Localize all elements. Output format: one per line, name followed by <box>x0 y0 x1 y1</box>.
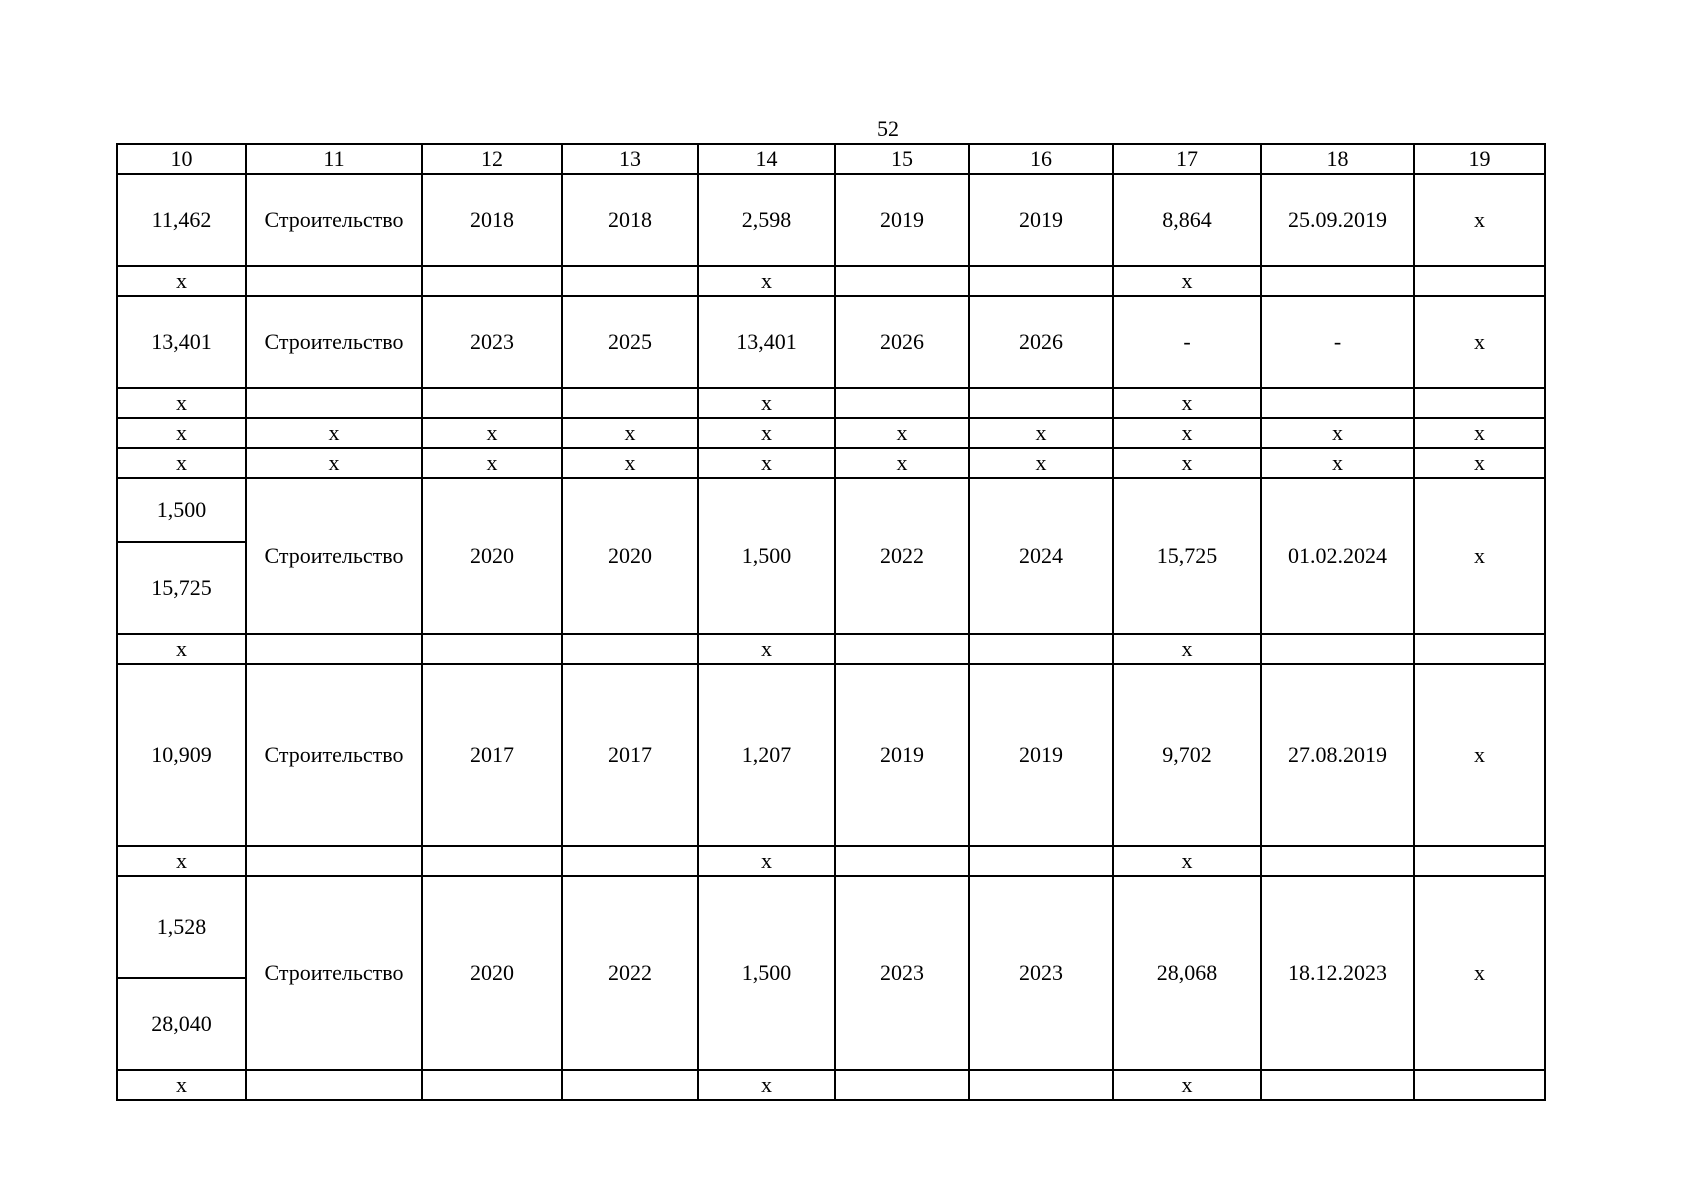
table-cell: х <box>422 418 562 448</box>
table-cell: Строительство <box>246 876 422 1070</box>
table-cell: 2023 <box>422 296 562 388</box>
table-cell: 15,725 <box>117 542 246 634</box>
table-cell: х <box>698 846 835 876</box>
table-cell <box>969 388 1113 418</box>
column-header: 11 <box>246 144 422 174</box>
table-cell: 2022 <box>562 876 698 1070</box>
column-header: 12 <box>422 144 562 174</box>
table-cell: 2020 <box>562 478 698 634</box>
column-header: 10 <box>117 144 246 174</box>
table-cell: 2025 <box>562 296 698 388</box>
table-cell: 25.09.2019 <box>1261 174 1414 266</box>
table-cell <box>835 634 969 664</box>
table-cell: 9,702 <box>1113 664 1261 846</box>
table-cell: 2018 <box>562 174 698 266</box>
table-cell: х <box>1261 418 1414 448</box>
table-cell <box>246 634 422 664</box>
table-cell <box>422 388 562 418</box>
table-cell: х <box>698 1070 835 1100</box>
table-cell: х <box>422 448 562 478</box>
table-cell <box>1414 634 1545 664</box>
table-cell <box>969 846 1113 876</box>
table-cell: х <box>1113 846 1261 876</box>
table-cell <box>835 266 969 296</box>
table-cell <box>246 266 422 296</box>
table-cell: х <box>698 266 835 296</box>
table-cell: 2017 <box>562 664 698 846</box>
table-cell: 1,500 <box>698 876 835 1070</box>
table-cell: х <box>246 418 422 448</box>
column-header: 18 <box>1261 144 1414 174</box>
table-cell <box>1414 846 1545 876</box>
table-row <box>117 266 1545 296</box>
table-cell: 28,068 <box>1113 876 1261 1070</box>
table-cell: - <box>1261 296 1414 388</box>
table-cell: 13,401 <box>698 296 835 388</box>
table-cell: х <box>117 418 246 448</box>
table-cell <box>1414 266 1545 296</box>
table-cell: 1,500 <box>117 478 246 542</box>
column-header: 13 <box>562 144 698 174</box>
table-cell: х <box>698 634 835 664</box>
table-cell: 1,500 <box>698 478 835 634</box>
table-cell <box>562 266 698 296</box>
table-cell: Строительство <box>246 664 422 846</box>
table-cell: х <box>1113 448 1261 478</box>
table-cell: 2019 <box>835 174 969 266</box>
table-cell <box>422 634 562 664</box>
header-row <box>117 144 1545 174</box>
page-number: 52 <box>877 116 899 141</box>
table-cell <box>969 266 1113 296</box>
table-cell: х <box>1113 1070 1261 1100</box>
table-cell: х <box>698 418 835 448</box>
table-cell <box>1261 1070 1414 1100</box>
table-cell <box>1414 1070 1545 1100</box>
table-cell <box>1261 634 1414 664</box>
table-cell: Строительство <box>246 478 422 634</box>
table-cell: Строительство <box>246 174 422 266</box>
table-cell: 2018 <box>422 174 562 266</box>
table-row <box>117 876 1545 978</box>
table-cell: 2019 <box>835 664 969 846</box>
table-cell: х <box>1414 478 1545 634</box>
table-cell: - <box>1113 296 1261 388</box>
table-cell <box>422 846 562 876</box>
table-cell: 18.12.2023 <box>1261 876 1414 1070</box>
table-cell <box>422 266 562 296</box>
column-header: 15 <box>835 144 969 174</box>
table-row <box>117 634 1545 664</box>
table-cell: х <box>562 448 698 478</box>
table-cell: 2024 <box>969 478 1113 634</box>
table-cell: х <box>969 418 1113 448</box>
table-cell: 2020 <box>422 478 562 634</box>
table-cell: х <box>1414 876 1545 1070</box>
table-cell: 1,207 <box>698 664 835 846</box>
table-cell <box>835 388 969 418</box>
table-row <box>117 478 1545 542</box>
table-cell <box>562 1070 698 1100</box>
table-row <box>117 174 1545 266</box>
table-cell: х <box>1414 418 1545 448</box>
table-cell <box>246 846 422 876</box>
table-row <box>117 846 1545 876</box>
table-cell <box>969 1070 1113 1100</box>
table-cell: х <box>562 418 698 448</box>
table-cell <box>969 634 1113 664</box>
table-cell: 2026 <box>835 296 969 388</box>
table-cell: 2023 <box>835 876 969 1070</box>
table-cell: 2019 <box>969 174 1113 266</box>
table-cell: х <box>1113 266 1261 296</box>
table-cell: х <box>835 418 969 448</box>
table-row <box>117 418 1545 448</box>
table-cell <box>246 1070 422 1100</box>
table-cell <box>835 1070 969 1100</box>
table-cell: 2019 <box>969 664 1113 846</box>
table-row <box>117 388 1545 418</box>
table-row <box>117 664 1545 846</box>
table-cell: х <box>1414 664 1545 846</box>
table-cell: х <box>1113 388 1261 418</box>
table-cell: х <box>1261 448 1414 478</box>
table-cell: 15,725 <box>1113 478 1261 634</box>
column-header: 17 <box>1113 144 1261 174</box>
table-cell: 2,598 <box>698 174 835 266</box>
table-cell: 2023 <box>969 876 1113 1070</box>
table-cell: х <box>117 388 246 418</box>
table-cell: х <box>117 846 246 876</box>
table-cell: х <box>1414 296 1545 388</box>
table-cell: х <box>1414 174 1545 266</box>
table-cell: х <box>1113 634 1261 664</box>
table-cell: х <box>1113 418 1261 448</box>
table-cell: 13,401 <box>117 296 246 388</box>
table-cell: 2017 <box>422 664 562 846</box>
table-cell: х <box>117 448 246 478</box>
table-cell <box>835 846 969 876</box>
table-cell <box>562 388 698 418</box>
table-cell: 1,528 <box>117 876 246 978</box>
table-cell <box>1261 846 1414 876</box>
table-cell: х <box>117 266 246 296</box>
table-cell: 10,909 <box>117 664 246 846</box>
table-cell: 8,864 <box>1113 174 1261 266</box>
table-cell: х <box>698 388 835 418</box>
table-cell <box>246 388 422 418</box>
table-cell: х <box>835 448 969 478</box>
table-cell: х <box>117 1070 246 1100</box>
table-row <box>117 448 1545 478</box>
table-row <box>117 1070 1545 1100</box>
table-cell: 01.02.2024 <box>1261 478 1414 634</box>
table-cell: 11,462 <box>117 174 246 266</box>
table-cell <box>562 846 698 876</box>
table-cell <box>1261 266 1414 296</box>
table-cell: 2026 <box>969 296 1113 388</box>
table-cell: х <box>969 448 1113 478</box>
column-header: 19 <box>1414 144 1545 174</box>
table-cell <box>562 634 698 664</box>
table-cell: х <box>698 448 835 478</box>
table-cell: х <box>117 634 246 664</box>
table-cell: х <box>246 448 422 478</box>
table-cell: Строительство <box>246 296 422 388</box>
table-cell: 2022 <box>835 478 969 634</box>
table-cell: 28,040 <box>117 978 246 1070</box>
table-cell <box>1261 388 1414 418</box>
table-row <box>117 296 1545 388</box>
column-header: 14 <box>698 144 835 174</box>
table-cell: 2020 <box>422 876 562 1070</box>
table-cell <box>1414 388 1545 418</box>
table-cell: х <box>1414 448 1545 478</box>
data-table <box>116 143 1546 1101</box>
column-header: 16 <box>969 144 1113 174</box>
table-cell <box>422 1070 562 1100</box>
table-cell: 27.08.2019 <box>1261 664 1414 846</box>
